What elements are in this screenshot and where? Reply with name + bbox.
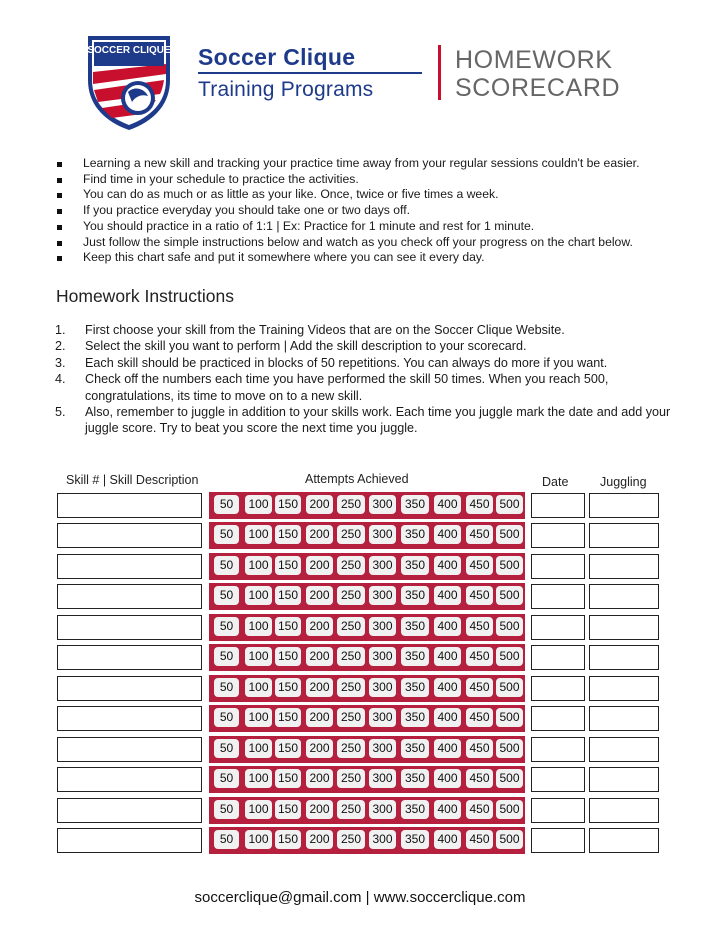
attempt-checkbox-400[interactable]: 400 xyxy=(434,800,461,819)
attempt-checkbox-200[interactable]: 200 xyxy=(306,586,333,605)
attempt-checkbox-400[interactable]: 400 xyxy=(434,769,461,788)
attempt-checkbox-50[interactable]: 50 xyxy=(214,525,239,544)
step-number: 4. xyxy=(55,372,66,387)
attempt-checkbox-150[interactable]: 150 xyxy=(275,800,301,819)
attempt-checkbox-50[interactable]: 50 xyxy=(214,708,239,727)
skill-description-field[interactable] xyxy=(57,523,202,548)
attempt-checkbox-200[interactable]: 200 xyxy=(306,800,333,819)
attempt-checkbox-100[interactable]: 100 xyxy=(245,678,272,697)
step-number: 3. xyxy=(55,355,66,370)
juggling-score-field[interactable] xyxy=(589,584,659,609)
attempt-checkbox-450[interactable]: 450 xyxy=(466,586,493,605)
skill-description-field[interactable] xyxy=(57,828,202,853)
attempt-checkbox-150[interactable]: 150 xyxy=(275,525,301,544)
attempt-checkbox-50[interactable]: 50 xyxy=(214,617,239,636)
attempts-row xyxy=(209,644,525,671)
attempt-checkbox-150[interactable]: 150 xyxy=(275,617,301,636)
attempt-checkbox-500[interactable]: 500 xyxy=(496,739,523,758)
attempt-checkbox-200[interactable]: 200 xyxy=(306,739,333,758)
attempt-checkbox-350[interactable]: 350 xyxy=(401,830,429,849)
juggling-score-field[interactable] xyxy=(589,615,659,640)
attempt-checkbox-200[interactable]: 200 xyxy=(306,830,333,849)
attempt-checkbox-150[interactable]: 150 xyxy=(275,708,301,727)
attempt-checkbox-100[interactable]: 100 xyxy=(245,769,272,788)
attempt-checkbox-350[interactable]: 350 xyxy=(401,678,429,697)
attempt-checkbox-300[interactable]: 300 xyxy=(369,556,396,575)
attempt-checkbox-500[interactable]: 500 xyxy=(496,708,523,727)
attempt-checkbox-350[interactable]: 350 xyxy=(401,525,429,544)
intro-bullet-list xyxy=(55,156,675,266)
attempt-checkbox-250[interactable]: 250 xyxy=(337,647,365,666)
attempt-checkbox-200[interactable]: 200 xyxy=(306,647,333,666)
juggling-score-field[interactable] xyxy=(589,737,659,762)
attempts-column-header: Attempts Achieved xyxy=(305,472,409,486)
header-vertical-divider xyxy=(438,45,441,100)
bullet-item: Just follow the simple instructions below and watch as you check off your progress on the chart below. xyxy=(55,235,675,251)
step-text: Also, remember to juggle in addition to your skills work. Each time you juggle mark the date and add your juggle score. Try to beat you score the next time you juggle. xyxy=(85,405,671,436)
attempt-checkbox-50[interactable]: 50 xyxy=(214,830,239,849)
date-field[interactable] xyxy=(531,706,585,731)
doc-title-scorecard: SCORECARD xyxy=(455,74,621,102)
attempt-checkbox-50[interactable]: 50 xyxy=(214,678,239,697)
attempt-checkbox-400[interactable]: 400 xyxy=(434,556,461,575)
attempt-checkbox-200[interactable]: 200 xyxy=(306,678,333,697)
attempt-checkbox-100[interactable]: 100 xyxy=(245,556,272,575)
attempt-checkbox-450[interactable]: 450 xyxy=(466,769,493,788)
attempt-checkbox-450[interactable]: 450 xyxy=(466,678,493,697)
attempt-checkbox-300[interactable]: 300 xyxy=(369,708,396,727)
bullet-item: Find time in your schedule to practice the activities. xyxy=(55,172,675,188)
attempt-checkbox-150[interactable]: 150 xyxy=(275,739,301,758)
attempt-checkbox-150[interactable]: 150 xyxy=(275,586,301,605)
skill-description-field[interactable] xyxy=(57,767,202,792)
bullet-item: If you practice everyday you should take one or two days off. xyxy=(55,203,675,219)
step-number: 5. xyxy=(55,405,66,420)
attempt-checkbox-500[interactable]: 500 xyxy=(496,830,523,849)
attempt-checkbox-400[interactable]: 400 xyxy=(434,647,461,666)
attempt-checkbox-50[interactable]: 50 xyxy=(214,739,239,758)
attempt-checkbox-450[interactable]: 450 xyxy=(466,708,493,727)
attempt-checkbox-500[interactable]: 500 xyxy=(496,495,523,514)
attempt-checkbox-500[interactable]: 500 xyxy=(496,525,523,544)
attempt-checkbox-500[interactable]: 500 xyxy=(496,769,523,788)
bullet-item: You should practice in a ratio of 1:1 | Ex: Practice for 1 minute and rest for 1 minute. xyxy=(55,219,675,235)
skill-description-field[interactable] xyxy=(57,615,202,640)
attempt-checkbox-400[interactable]: 400 xyxy=(434,495,461,514)
brand-title: Soccer Clique xyxy=(198,44,356,70)
attempt-checkbox-150[interactable]: 150 xyxy=(275,769,301,788)
attempts-row xyxy=(209,614,525,641)
attempt-checkbox-100[interactable]: 100 xyxy=(245,800,272,819)
attempt-checkbox-500[interactable]: 500 xyxy=(496,678,523,697)
brand-subtitle: Training Programs xyxy=(198,78,374,101)
attempt-checkbox-200[interactable]: 200 xyxy=(306,525,333,544)
attempt-checkbox-350[interactable]: 350 xyxy=(401,739,429,758)
instruction-step xyxy=(55,322,675,338)
attempt-checkbox-100[interactable]: 100 xyxy=(245,739,272,758)
juggling-score-field[interactable] xyxy=(589,706,659,731)
attempt-checkbox-100[interactable]: 100 xyxy=(245,525,272,544)
attempt-checkbox-50[interactable]: 50 xyxy=(214,800,239,819)
attempt-checkbox-300[interactable]: 300 xyxy=(369,678,396,697)
attempts-row xyxy=(209,797,525,824)
attempt-checkbox-100[interactable]: 100 xyxy=(245,586,272,605)
attempt-checkbox-300[interactable]: 300 xyxy=(369,617,396,636)
attempt-checkbox-500[interactable]: 500 xyxy=(496,617,523,636)
attempt-checkbox-250[interactable]: 250 xyxy=(337,830,365,849)
attempts-row xyxy=(209,583,525,610)
attempt-checkbox-50[interactable]: 50 xyxy=(214,769,239,788)
bullet-item: Learning a new skill and tracking your practice time away from your regular sessions couldn't be easier. xyxy=(55,156,675,172)
attempts-row xyxy=(209,675,525,702)
attempt-checkbox-200[interactable]: 200 xyxy=(306,769,333,788)
attempt-checkbox-250[interactable]: 250 xyxy=(337,708,365,727)
attempt-checkbox-400[interactable]: 400 xyxy=(434,617,461,636)
attempt-checkbox-300[interactable]: 300 xyxy=(369,769,396,788)
date-column-header: Date xyxy=(542,475,569,489)
step-number: 1. xyxy=(55,323,66,337)
date-field[interactable] xyxy=(531,493,585,518)
attempt-checkbox-350[interactable]: 350 xyxy=(401,556,429,575)
attempt-checkbox-200[interactable]: 200 xyxy=(306,708,333,727)
attempts-row xyxy=(209,705,525,732)
attempt-checkbox-450[interactable]: 450 xyxy=(466,617,493,636)
attempt-checkbox-100[interactable]: 100 xyxy=(245,647,272,666)
attempt-checkbox-250[interactable]: 250 xyxy=(337,739,365,758)
date-field[interactable] xyxy=(531,767,585,792)
instructions-heading: Homework Instructions xyxy=(56,286,234,306)
instruction-step xyxy=(55,338,675,354)
attempts-row xyxy=(209,522,525,549)
attempt-checkbox-450[interactable]: 450 xyxy=(466,739,493,758)
skill-description-field[interactable] xyxy=(57,676,202,701)
attempt-checkbox-150[interactable]: 150 xyxy=(275,647,301,666)
attempt-checkbox-250[interactable]: 250 xyxy=(337,769,365,788)
skill-description-field[interactable] xyxy=(57,554,202,579)
skill-description-field[interactable] xyxy=(57,737,202,762)
soccer-clique-shield-logo xyxy=(80,28,178,132)
attempt-checkbox-250[interactable]: 250 xyxy=(337,617,365,636)
doc-title-homework: HOMEWORK xyxy=(455,46,613,74)
date-field[interactable] xyxy=(531,828,585,853)
step-text: Check off the numbers each time you have performed the skill 50 times. When you reach 500, congratulations, its time to move on to a new skill. xyxy=(85,372,609,403)
attempt-checkbox-350[interactable]: 350 xyxy=(401,647,429,666)
juggling-score-field[interactable] xyxy=(589,523,659,548)
juggling-score-field[interactable] xyxy=(589,554,659,579)
attempt-checkbox-200[interactable]: 200 xyxy=(306,556,333,575)
bullet-item: You can do as much or as little as your like. Once, twice or five times a week. xyxy=(55,187,675,203)
juggling-score-field[interactable] xyxy=(589,798,659,823)
attempt-checkbox-350[interactable]: 350 xyxy=(401,495,429,514)
step-text: Select the skill you want to perform | Add the skill description to your scorecard. xyxy=(85,339,527,354)
step-text: First choose your skill from the Training Videos that are on the Soccer Clique Website. xyxy=(85,323,565,337)
step-number: 2. xyxy=(55,339,66,354)
attempt-checkbox-50[interactable]: 50 xyxy=(214,647,239,666)
attempt-checkbox-300[interactable]: 300 xyxy=(369,525,396,544)
attempt-checkbox-400[interactable]: 400 xyxy=(434,678,461,697)
attempts-row xyxy=(209,766,525,793)
instruction-step xyxy=(55,355,675,371)
attempt-checkbox-400[interactable]: 400 xyxy=(434,525,461,544)
svg-text:SOCCER CLIQUE: SOCCER CLIQUE xyxy=(87,45,171,56)
attempt-checkbox-100[interactable]: 100 xyxy=(245,708,272,727)
brand-divider-line xyxy=(198,72,422,74)
attempt-checkbox-450[interactable]: 450 xyxy=(466,830,493,849)
attempt-checkbox-450[interactable]: 450 xyxy=(466,647,493,666)
attempts-row xyxy=(209,492,525,519)
attempt-checkbox-400[interactable]: 400 xyxy=(434,586,461,605)
attempt-checkbox-150[interactable]: 150 xyxy=(275,830,301,849)
attempt-checkbox-50[interactable]: 50 xyxy=(214,586,239,605)
attempt-checkbox-450[interactable]: 450 xyxy=(466,800,493,819)
footer-contact: soccerclique@gmail.com | www.soccerclique.com xyxy=(194,889,526,906)
attempt-checkbox-300[interactable]: 300 xyxy=(369,800,396,819)
attempt-checkbox-250[interactable]: 250 xyxy=(337,678,365,697)
attempts-row xyxy=(209,736,525,763)
attempt-checkbox-500[interactable]: 500 xyxy=(496,800,523,819)
attempt-checkbox-300[interactable]: 300 xyxy=(369,647,396,666)
juggling-score-field[interactable] xyxy=(589,493,659,518)
date-field[interactable] xyxy=(531,737,585,762)
attempt-checkbox-50[interactable]: 50 xyxy=(214,495,239,514)
step-text: Each skill should be practiced in blocks of 50 repetitions. You can always do more if you want. xyxy=(85,355,608,370)
attempt-checkbox-350[interactable]: 350 xyxy=(401,800,429,819)
date-field[interactable] xyxy=(531,523,585,548)
skill-description-field[interactable] xyxy=(57,798,202,823)
attempt-checkbox-350[interactable]: 350 xyxy=(401,769,429,788)
attempt-checkbox-200[interactable]: 200 xyxy=(306,617,333,636)
instructions-list xyxy=(55,322,675,437)
attempt-checkbox-300[interactable]: 300 xyxy=(369,739,396,758)
attempt-checkbox-300[interactable]: 300 xyxy=(369,495,396,514)
attempt-checkbox-250[interactable]: 250 xyxy=(337,525,365,544)
instruction-step xyxy=(55,404,675,437)
attempt-checkbox-350[interactable]: 350 xyxy=(401,708,429,727)
attempt-checkbox-100[interactable]: 100 xyxy=(245,495,272,514)
juggling-score-field[interactable] xyxy=(589,767,659,792)
skill-description-field[interactable] xyxy=(57,645,202,670)
attempts-row xyxy=(209,553,525,580)
date-field[interactable] xyxy=(531,798,585,823)
attempt-checkbox-250[interactable]: 250 xyxy=(337,586,365,605)
attempt-checkbox-400[interactable]: 400 xyxy=(434,739,461,758)
skill-description-field[interactable] xyxy=(57,584,202,609)
juggling-score-field[interactable] xyxy=(589,676,659,701)
attempts-row xyxy=(209,827,525,854)
date-field[interactable] xyxy=(531,584,585,609)
date-field[interactable] xyxy=(531,554,585,579)
juggling-column-header: Juggling xyxy=(600,475,647,489)
skill-description-field[interactable] xyxy=(57,706,202,731)
attempt-checkbox-450[interactable]: 450 xyxy=(466,556,493,575)
attempt-checkbox-300[interactable]: 300 xyxy=(369,830,396,849)
attempt-checkbox-250[interactable]: 250 xyxy=(337,800,365,819)
attempt-checkbox-500[interactable]: 500 xyxy=(496,556,523,575)
attempt-checkbox-250[interactable]: 250 xyxy=(337,556,365,575)
attempt-checkbox-250[interactable]: 250 xyxy=(337,495,365,514)
attempt-checkbox-150[interactable]: 150 xyxy=(275,556,301,575)
attempt-checkbox-300[interactable]: 300 xyxy=(369,586,396,605)
attempt-checkbox-150[interactable]: 150 xyxy=(275,495,301,514)
skill-column-header: Skill # | Skill Description xyxy=(66,473,199,487)
skill-description-field[interactable] xyxy=(57,493,202,518)
attempt-checkbox-500[interactable]: 500 xyxy=(496,647,523,666)
attempt-checkbox-150[interactable]: 150 xyxy=(275,678,301,697)
attempt-checkbox-50[interactable]: 50 xyxy=(214,556,239,575)
juggling-score-field[interactable] xyxy=(589,828,659,853)
date-field[interactable] xyxy=(531,645,585,670)
attempt-checkbox-350[interactable]: 350 xyxy=(401,617,429,636)
header xyxy=(0,0,720,140)
attempt-checkbox-100[interactable]: 100 xyxy=(245,830,272,849)
bullet-item: Keep this chart safe and put it somewhere where you can see it every day. xyxy=(55,250,675,266)
juggling-score-field[interactable] xyxy=(589,645,659,670)
instruction-step xyxy=(55,371,675,404)
attempt-checkbox-500[interactable]: 500 xyxy=(496,586,523,605)
attempt-checkbox-450[interactable]: 450 xyxy=(466,525,493,544)
attempt-checkbox-350[interactable]: 350 xyxy=(401,586,429,605)
attempt-checkbox-200[interactable]: 200 xyxy=(306,495,333,514)
attempt-checkbox-450[interactable]: 450 xyxy=(466,495,493,514)
attempt-checkbox-400[interactable]: 400 xyxy=(434,708,461,727)
date-field[interactable] xyxy=(531,676,585,701)
date-field[interactable] xyxy=(531,615,585,640)
attempt-checkbox-400[interactable]: 400 xyxy=(434,830,461,849)
attempt-checkbox-100[interactable]: 100 xyxy=(245,617,272,636)
